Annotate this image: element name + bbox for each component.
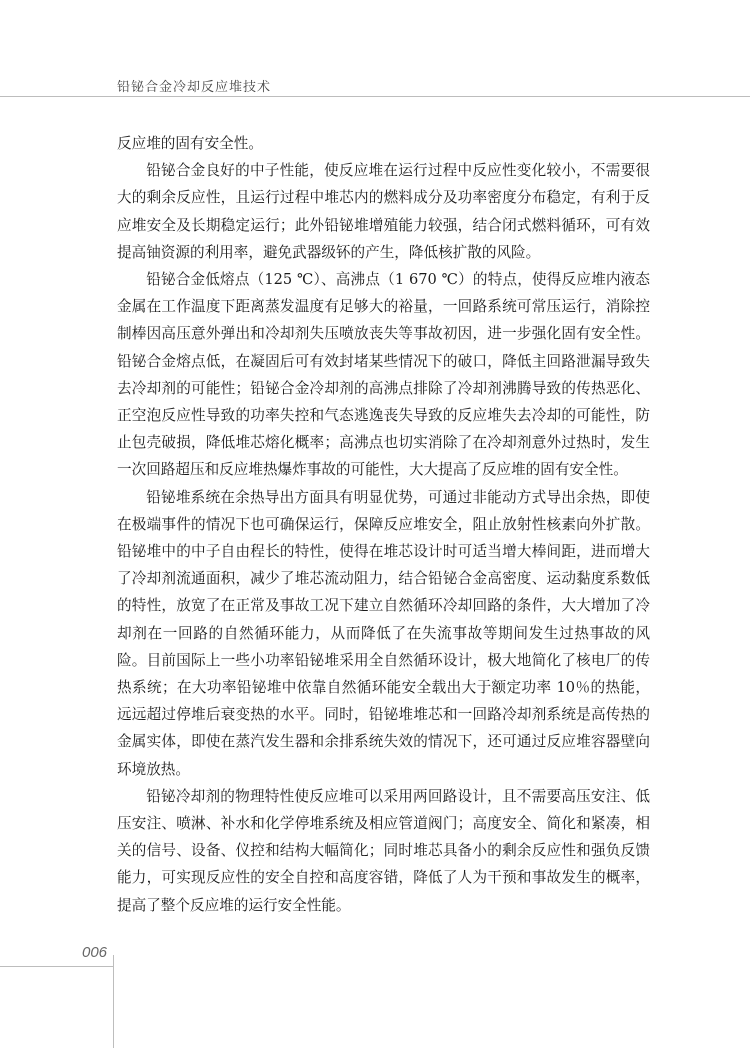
paragraph-neutron-performance: 铅铋合金良好的中子性能，使反应堆在运行过程中反应性变化较小，不需要很大的剩余反应性，且运行过程中堆芯内的燃料成分及功率密度分布稳定，有利于反应堆安全及长期稳定运行；此外铅铋堆增殖能力较强，结合闭式燃料循环，可有效提高铀资源的利用率，避免武器级钚的产生，降低核扩散的风险。	[117, 162, 650, 261]
paragraph-melting-boiling-point: 铅铋合金低熔点（125 ℃）、高沸点（1 670 ℃）的特点，使得反应堆内液态金属在工作温度下距离蒸发温度有足够大的裕量，一回路系统可常压运行，消除控制棒因高压意外弹出和冷却剂失压喷放丧失等事故初因，进一步强化固有安全性。铅铋合金熔点低，在凝固后可有效封堵某些情况下的破口，降低主回路泄漏导致失去冷却剂的可能性；铅铋合金冷却剂的高沸点排除了冷却剂沸腾导致的传热恶化、正空泡反应性导致的功率失控和气态逃逸丧失导致的反应堆失去冷却的可能性，防止包壳破损，降低堆芯熔化概率；高沸点也切实消除了在冷却剂意外过热时，发生一次回路超压和反应堆热爆炸事故的可能性，大大提高了反应堆的固有安全性。	[117, 271, 650, 479]
paragraph-decay-heat-removal: 铅铋堆系统在余热导出方面具有明显优势，可通过非能动方式导出余热，即使在极端事件的情况下也可确保运行，保障反应堆安全，阻止放射性核素向外扩散。铅铋堆中的中子自由程长的特性，使得在堆芯设计时可适当增大棒间距，进而增大了冷却剂流通面积，减少了堆芯流动阻力，结合铅铋合金高密度、运动黏度系数低的特性，放宽了在正常及事故工况下建立自然循环冷却回路的条件，大大增加了冷却剂在一回路的自然循环能力，从而降低了在失流事故等期间发生过热事故的风险。目前国际上一些小功率铅铋堆采用全自然循环设计，极大地简化了核电厂的传热系统；在大功率铅铋堆中依靠自然循环能安全载出大于额定功率 10％的热能，远远超过停堆后衰变热的水平。同时，铅铋堆堆芯和一回路冷却剂系统是高传热的金属实体，即使在蒸汽发生器和余排系统失效的情况下，还可通过反应堆容器壁向环境放热。	[117, 488, 650, 778]
footer-horizontal-rule	[0, 966, 113, 967]
page-number: 006	[82, 944, 108, 961]
body-text	[117, 130, 650, 919]
running-header: 铅铋合金冷却反应堆技术	[117, 80, 272, 95]
paragraph-two-loop-design: 铅铋冷却剂的物理特性使反应堆可以采用两回路设计，且不需要高压安注、低压安注、喷淋、补水和化学停堆系统及相应管道阀门；高度安全、简化和紧凑，相关的信号、设备、仪控和结构大幅简化；同时堆芯具备小的剩余反应性和强负反馈能力，可实现反应性的安全自控和高度容错，降低了人为干预和事故发生的概率，提高了整个反应堆的运行安全性能。	[117, 787, 650, 914]
paragraph-continuation: 反应堆的固有安全性。	[117, 135, 263, 152]
footer-vertical-rule	[113, 955, 114, 1048]
header-divider	[0, 96, 750, 97]
